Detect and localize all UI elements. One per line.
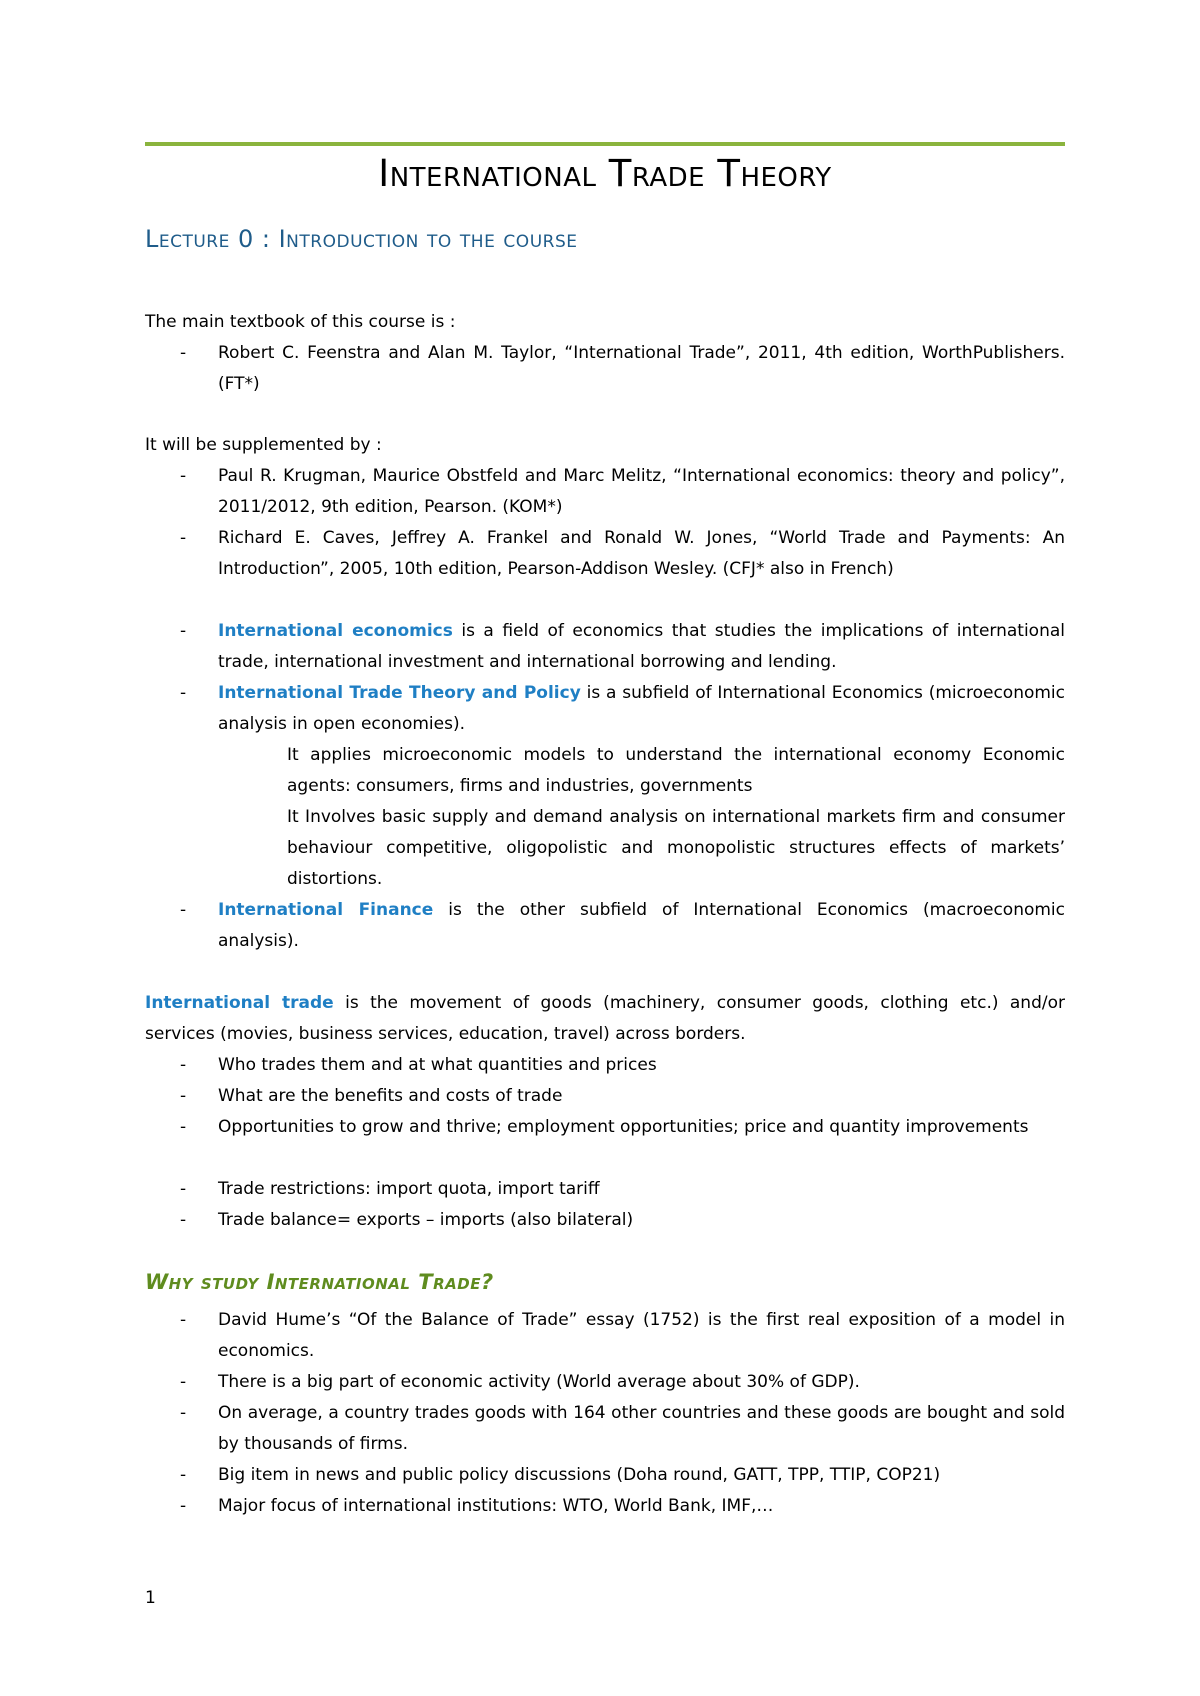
list-dash: - — [180, 1210, 187, 1230]
textbook-intro: The main textbook of this course is : — [145, 312, 456, 332]
list-item — [180, 338, 1065, 400]
list-dash: - — [180, 621, 187, 641]
list-item — [180, 523, 1065, 585]
why-item: David Hume’s “Of the Balance of Trade” essay (1752) is the first real exposition of a model in economics. — [218, 1310, 1065, 1361]
list-item — [180, 1491, 1065, 1522]
title-rule — [145, 142, 1065, 146]
list-item — [180, 1205, 1065, 1236]
list-item — [180, 1081, 1065, 1112]
textbook-item: Robert C. Feenstra and Alan M. Taylor, “International Trade”, 2011, 4th edition, WorthPublishers. (FT*) — [218, 343, 1065, 394]
why-item: Big item in news and public policy discussions (Doha round, GATT, TPP, TTIP, COP21) — [218, 1465, 941, 1485]
list-item — [180, 1460, 1065, 1491]
definition-text: is a subfield of International Economics (microeconomic analysis in open economies). — [218, 683, 1065, 734]
supplement-item: Paul R. Krugman, Maurice Obstfeld and Marc Melitz, “International economics: theory and policy”, 2011/2012, 9th edition, Pearson. (KOM*) — [218, 466, 1065, 517]
term-international-trade-theory: International Trade Theory and Policy — [218, 683, 581, 703]
subpoint: It applies microeconomic models to understand the international economy Economic agents: consumers, firms and industries, governments — [287, 745, 1065, 796]
list-dash: - — [180, 1086, 187, 1106]
list-dash: - — [180, 1372, 187, 1392]
term-international-finance: International Finance — [218, 900, 434, 920]
list-dash: - — [180, 343, 187, 363]
list-dash: - — [180, 1179, 187, 1199]
supplement-intro: It will be supplemented by : — [145, 435, 382, 455]
trade-item: Trade balance= exports – imports (also bilateral) — [218, 1210, 634, 1230]
list-item — [180, 895, 1065, 957]
list-item — [180, 1112, 1065, 1143]
why-item: Major focus of international institutions: WTO, World Bank, IMF,… — [218, 1496, 774, 1516]
trade-item: Who trades them and at what quantities and prices — [218, 1055, 657, 1075]
why-heading: Why study International Trade? — [145, 1270, 494, 1294]
list-dash: - — [180, 1403, 187, 1423]
list-dash: - — [180, 683, 187, 703]
supplement-item: Richard E. Caves, Jeffrey A. Frankel and Ronald W. Jones, “World Trade and Payments: An Introduction”, 2005, 10th edition, Pearson-Addison Wesley. (CFJ* also in French) — [218, 528, 1065, 579]
list-item — [180, 461, 1065, 523]
list-item — [180, 1367, 1065, 1398]
subpoint: It Involves basic supply and demand analysis on international markets firm and consumer behaviour competitive, oligopolistic and monopolistic structures effects of markets’ distortions. — [287, 807, 1065, 889]
lecture-heading: Lecture 0 : Introduction to the course — [145, 225, 578, 253]
list-dash: - — [180, 1310, 187, 1330]
why-item: There is a big part of economic activity (World average about 30% of GDP). — [218, 1372, 860, 1392]
trade-text: is the movement of goods (machinery, consumer goods, clothing etc.) and/or services (movies, business services, education, travel) across borders. — [145, 993, 1065, 1044]
trade-item: Opportunities to grow and thrive; employment opportunities; price and quantity improvements — [218, 1117, 1029, 1137]
term-international-trade: International trade — [145, 993, 334, 1013]
trade-paragraph — [145, 988, 1065, 1050]
document-title: International Trade Theory — [378, 152, 832, 195]
list-item — [180, 616, 1065, 678]
list-dash: - — [180, 1496, 187, 1516]
list-dash: - — [180, 1117, 187, 1137]
list-dash: - — [180, 1055, 187, 1075]
page-number: 1 — [145, 1588, 156, 1608]
list-dash: - — [180, 466, 187, 486]
definition-text: is the other subfield of International Economics (macroeconomic analysis). — [218, 900, 1066, 951]
list-item — [180, 1398, 1065, 1460]
trade-item: Trade restrictions: import quota, import tariff — [218, 1179, 600, 1199]
list-item — [180, 1174, 1065, 1205]
list-dash: - — [180, 1465, 187, 1485]
list-item — [180, 1305, 1065, 1367]
why-item: On average, a country trades goods with 164 other countries and these goods are bought and sold by thousands of firms. — [218, 1403, 1065, 1454]
list-item — [180, 1050, 1065, 1081]
list-item — [180, 678, 1065, 740]
list-dash: - — [180, 900, 187, 920]
list-dash: - — [180, 528, 187, 548]
definition-text: is a field of economics that studies the implications of international trade, international investment and international borrowing and lending. — [218, 621, 1065, 672]
term-international-economics: International economics — [218, 621, 453, 641]
trade-item: What are the benefits and costs of trade — [218, 1086, 563, 1106]
